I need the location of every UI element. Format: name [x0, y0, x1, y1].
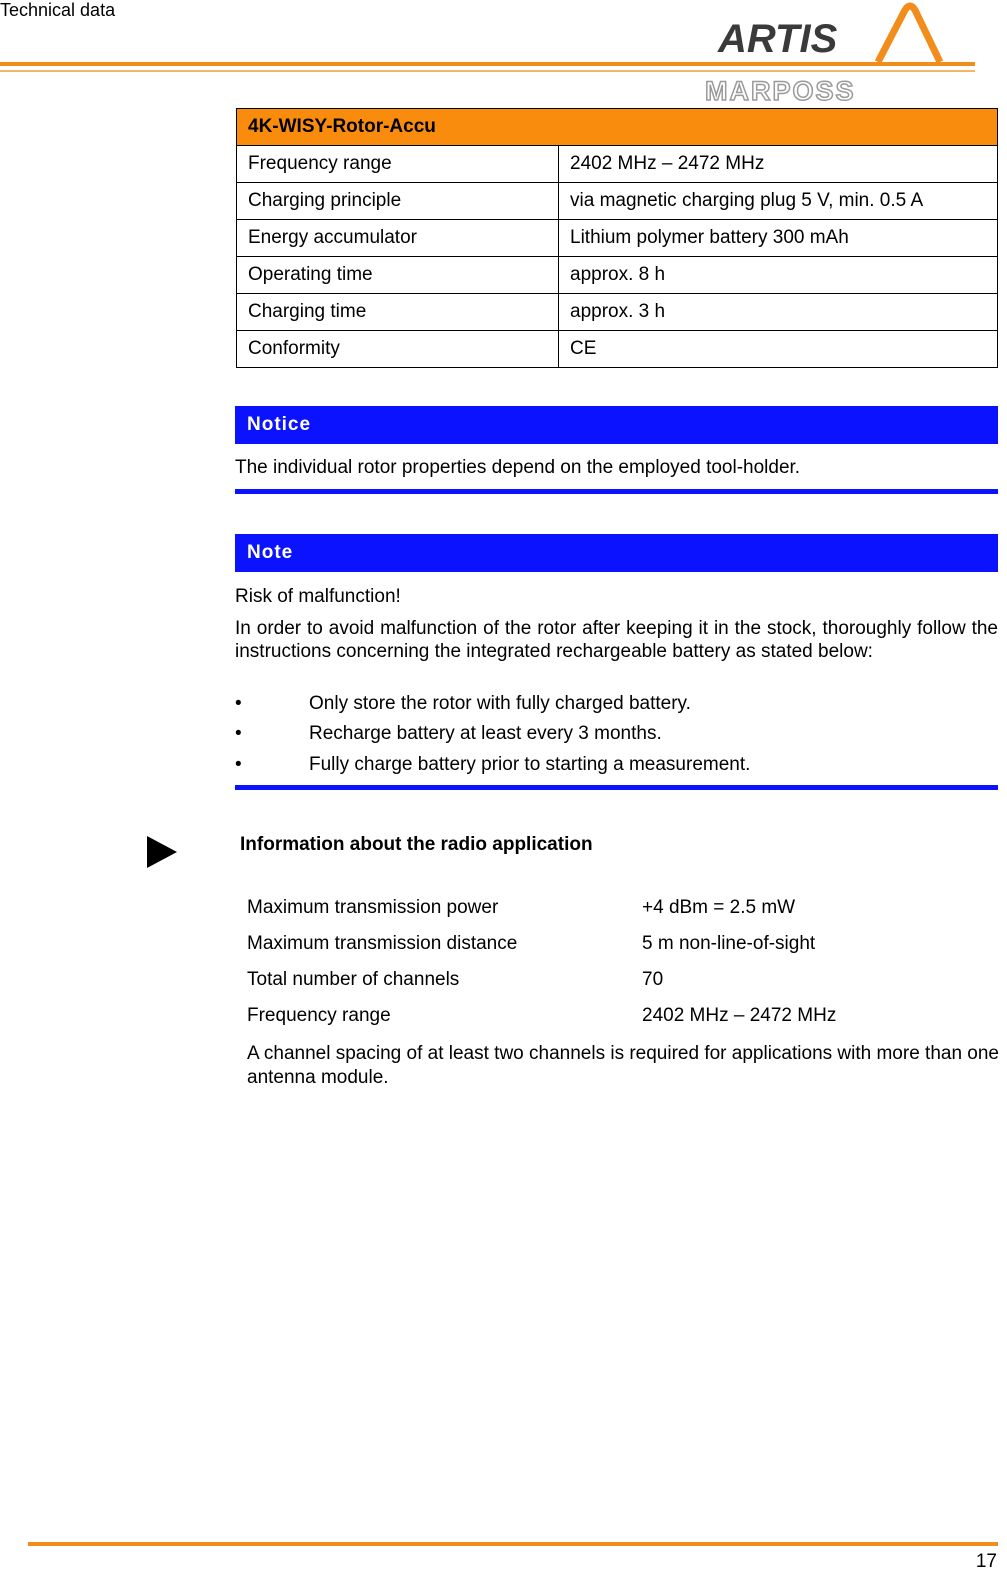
spec-table — [236, 108, 998, 368]
notice-bottom-rule — [235, 489, 998, 494]
spec-label: Energy accumulator — [237, 220, 559, 257]
table-row — [237, 183, 998, 220]
table-row — [237, 257, 998, 294]
radio-label: Frequency range — [247, 1005, 391, 1026]
spec-label: Frequency range — [237, 146, 559, 183]
table-row — [237, 331, 998, 368]
list-item: Only store the rotor with fully charged battery. — [309, 693, 691, 714]
spec-value: 2402 MHz – 2472 MHz — [559, 146, 998, 183]
bullet-symbol: • — [235, 723, 242, 744]
note-lead: Risk of malfunction! — [235, 586, 401, 607]
table-row — [237, 294, 998, 331]
radio-value: 5 m non-line-of-sight — [642, 933, 816, 954]
radio-footnote: A channel spacing of at least two channels is required for applications with more than one antenna module. — [247, 1043, 1000, 1088]
logo-artis-text: ARTIS — [718, 17, 838, 61]
logo-marposs-text: MARPOSS — [705, 76, 856, 104]
note-bottom-rule — [235, 785, 998, 790]
table-row — [237, 220, 998, 257]
arrow-right-icon — [147, 836, 177, 868]
radio-heading: Information about the radio application — [240, 834, 593, 855]
spec-value: via magnetic charging plug 5 V, min. 0.5 A — [559, 183, 998, 220]
radio-value: +4 dBm = 2.5 mW — [642, 897, 796, 918]
artis-marposs-logo — [700, 2, 990, 104]
spec-table-title: 4K-WISY-Rotor-Accu — [237, 109, 998, 146]
note-banner: Note — [235, 534, 998, 572]
note-body: In order to avoid malfunction of the rotor after keeping it in the stock, thoroughly follow the instructions concerning the integrated rechargeable battery as stated below: — [235, 618, 998, 662]
footer-rule — [28, 1542, 998, 1546]
page-number: 17 — [975, 1551, 997, 1572]
section-label: Technical data — [0, 0, 116, 20]
spec-label: Operating time — [237, 257, 559, 294]
list-item: Fully charge battery prior to starting a measurement. — [309, 754, 751, 775]
spec-label: Charging principle — [237, 183, 559, 220]
spec-label: Conformity — [237, 331, 559, 368]
bullet-symbol: • — [235, 693, 242, 714]
spec-label: Charging time — [237, 294, 559, 331]
spec-value: Lithium polymer battery 300 mAh — [559, 220, 998, 257]
radio-label: Maximum transmission distance — [247, 933, 518, 954]
spec-value: CE — [559, 331, 998, 368]
bullet-symbol: • — [235, 754, 242, 775]
radio-value: 70 — [642, 969, 664, 990]
spec-table-header-row — [237, 109, 998, 146]
spec-value: approx. 8 h — [559, 257, 998, 294]
radio-value: 2402 MHz – 2472 MHz — [642, 1005, 837, 1026]
notice-banner: Notice — [235, 406, 998, 444]
radio-label: Maximum transmission power — [247, 897, 499, 918]
radio-label: Total number of channels — [247, 969, 460, 990]
table-row — [237, 146, 998, 183]
list-item: Recharge battery at least every 3 months. — [309, 723, 662, 744]
notice-text: The individual rotor properties depend on the employed tool-holder. — [235, 457, 801, 478]
spec-value: approx. 3 h — [559, 294, 998, 331]
